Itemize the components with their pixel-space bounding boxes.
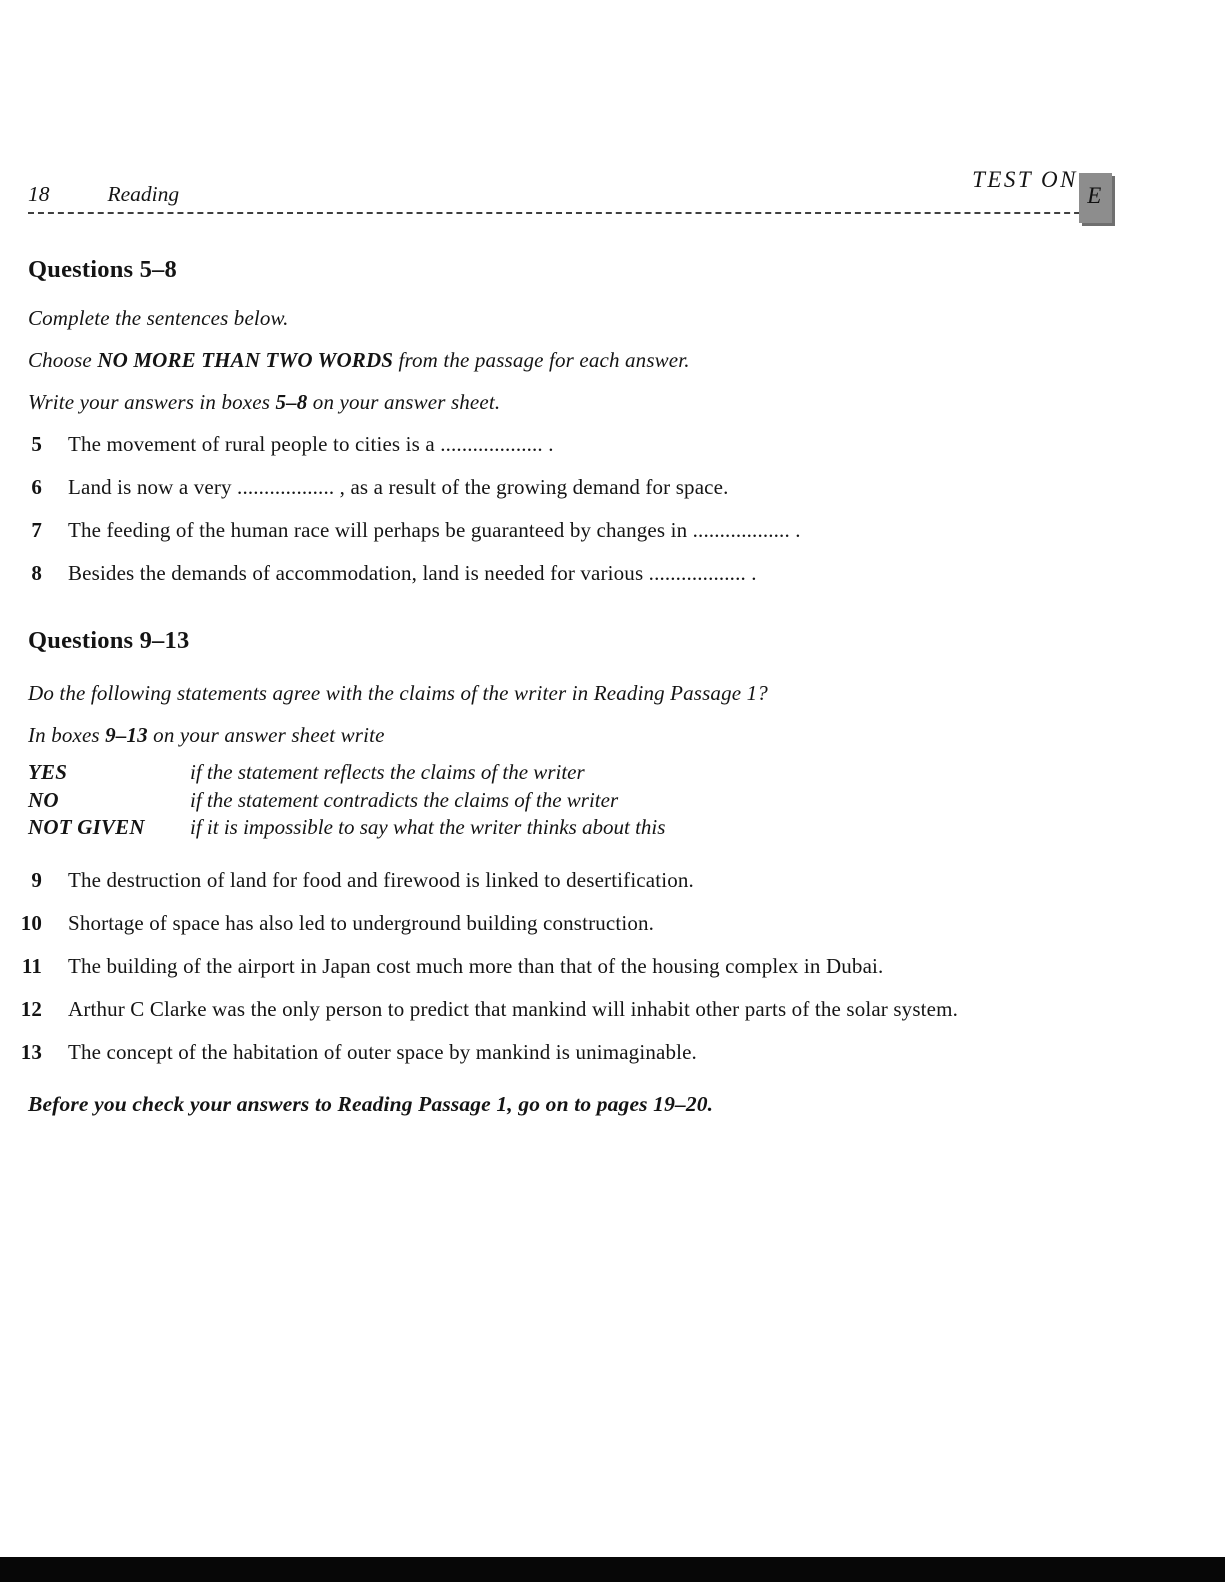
- test-label: [972, 157, 1104, 208]
- instruction-text: Complete the sentences below.: [28, 306, 289, 330]
- instruction-line: [28, 304, 1100, 332]
- question-item: [28, 866, 1100, 894]
- question-text: The destruction of land for food and firewood is linked to desertification.: [68, 867, 694, 892]
- key-row: [28, 814, 1100, 842]
- question-item: [28, 516, 1100, 544]
- questions-5-8-heading: Questions 5–8: [28, 256, 177, 283]
- instruction-segment: on your answer sheet.: [307, 390, 501, 414]
- question-number: 5: [31, 432, 42, 456]
- instruction-bold-segment: NO MORE THAN TWO WORDS: [97, 348, 394, 372]
- instruction-text: Do the following statements agree with the claims of the writer in Reading Passage 1?: [28, 681, 768, 705]
- instruction-line: [28, 679, 1100, 707]
- key-label: NOT GIVEN: [28, 815, 145, 839]
- instruction-line: [28, 346, 1100, 374]
- question-number: 8: [31, 561, 42, 585]
- question-text: Besides the demands of accommodation, land is needed for various .................. .: [68, 561, 757, 585]
- key-description: if the statement reflects the claims of the writer: [190, 760, 585, 784]
- key-row: [28, 759, 1100, 787]
- question-number: 9: [31, 867, 42, 892]
- question-text: Shortage of space has also led to underground building construction.: [68, 910, 655, 935]
- section-title: Reading: [107, 182, 180, 206]
- question-text: The building of the airport in Japan cost much more than that of the housing complex in Dubai.: [68, 953, 884, 978]
- key-label: NO: [28, 787, 59, 812]
- question-text: Arthur C Clarke was the only person to predict that mankind will inhabit other parts of the solar system.: [68, 996, 958, 1021]
- questions-5-8-list: [28, 430, 1100, 587]
- question-number: 10: [20, 910, 42, 935]
- key-description: if the statement contradicts the claims of the writer: [190, 787, 619, 812]
- instruction-segment: In boxes: [28, 723, 106, 747]
- question-item: [28, 559, 1100, 587]
- test-label-tab: E: [1079, 173, 1112, 223]
- question-text: Land is now a very .................. , as a result of the growing demand for space.: [68, 475, 729, 499]
- page-header: [28, 167, 1104, 214]
- question-text: The feeding of the human race will perhaps be guaranteed by changes in .................. .: [68, 518, 801, 542]
- instruction-bold-segment: 9–13: [105, 723, 148, 747]
- page-content: [20, 167, 1104, 1117]
- page-number: 18: [28, 182, 50, 206]
- instruction-segment: on your answer sheet write: [147, 723, 385, 747]
- question-item: [28, 430, 1100, 458]
- key-label: YES: [28, 760, 68, 784]
- question-number: 11: [21, 953, 42, 978]
- question-text: The concept of the habitation of outer space by mankind is unimaginable.: [68, 1039, 697, 1064]
- scan-edge-bar: [0, 1557, 1225, 1582]
- question-number: 7: [31, 518, 42, 542]
- question-text: The movement of rural people to cities is a ................... .: [68, 432, 554, 456]
- instruction-line: [28, 721, 1100, 749]
- instruction-segment: Choose: [28, 348, 98, 372]
- key-description: if it is impossible to say what the writer thinks about this: [190, 815, 666, 839]
- question-item: [28, 473, 1100, 501]
- instruction-bold-segment: 5–8: [275, 390, 308, 414]
- question-item: [20, 995, 1100, 1023]
- question-number: 6: [31, 475, 42, 499]
- instruction-line: [28, 388, 1100, 416]
- question-item: [21, 952, 1100, 980]
- questions-9-13-heading: Questions 9–13: [28, 627, 190, 654]
- header-left: [28, 182, 179, 207]
- instruction-segment: from the passage for each answer.: [393, 348, 690, 372]
- question-item: [20, 1038, 1100, 1066]
- question-number: 12: [20, 996, 42, 1021]
- footer-note: Before you check your answers to Reading Passage 1, go on to pages 19–20.: [28, 1091, 714, 1116]
- key-row: [28, 787, 1100, 815]
- questions-9-13-list: [20, 866, 1100, 1066]
- test-label-text: TEST ON: [972, 167, 1078, 192]
- instruction-segment: Write your answers in boxes: [28, 390, 276, 414]
- answer-key: [28, 759, 1100, 842]
- question-number: 13: [20, 1039, 42, 1064]
- question-item: [20, 909, 1100, 937]
